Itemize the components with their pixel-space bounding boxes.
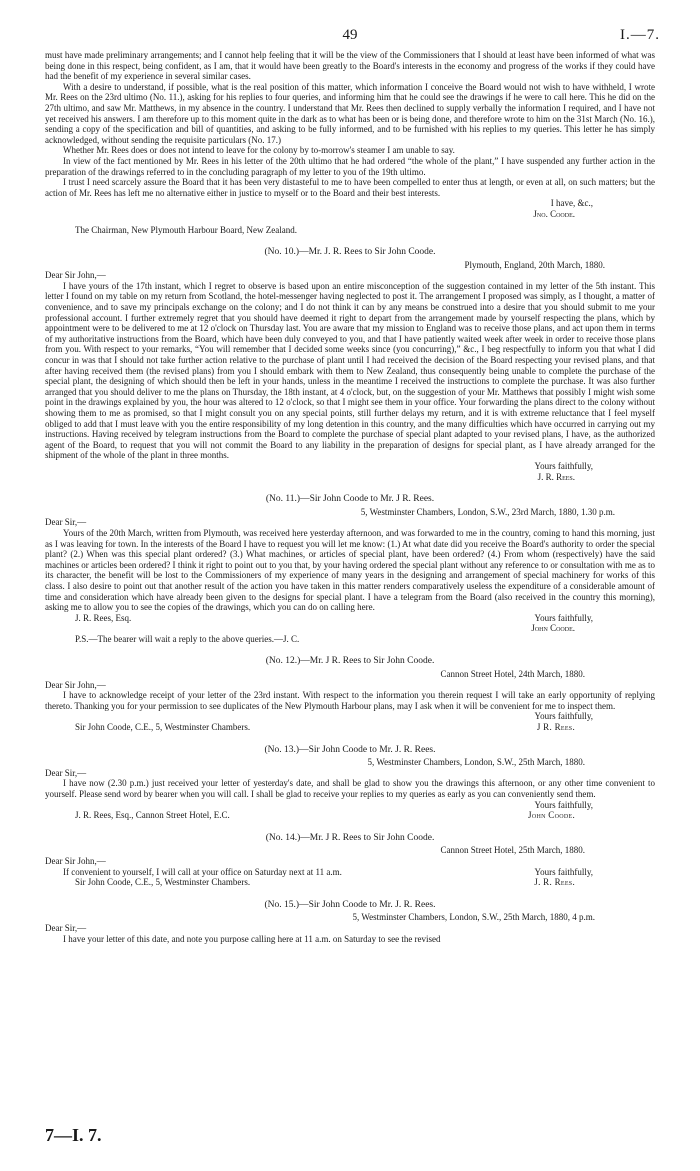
letter-place-date: Plymouth, England, 20th March, 1880.	[464, 259, 605, 270]
document-body	[45, 50, 655, 944]
letter-postscript: P.S.—The bearer will wait a reply to the above queries.—J. C.	[75, 633, 300, 644]
letter-place-date: Cannon Street Hotel, 25th March, 1880.	[440, 845, 585, 856]
letter-place-date: 5, Westminster Chambers, London, S.W., 23rd March, 1880, 1.30 p.m.	[360, 506, 615, 517]
letter-signature: J R. Rees.	[536, 722, 575, 733]
letter-body: I have yours of the 17th instant, which I regret to observe is based upon an entire misconception of the suggestion contained in my letter of the 5th instant. This letter I found on my table on my return from Scotland, the hotel-messenger having neglected to post it. The arrangement I proposed was simply, as I thought, a matter of convenience, and to save my principals exchange on the colony; and I do not think it can by any means be construed into a desire that you should submit to me your professional account. I further extremely regret that you should have deemed it right to depart from the arrangement made by yourself respecting the plans, which by appointment were to be delivered to me at 12 o'clock on Thursday last. You are aware that my mission to England was to receive those plans, and act upon them in terms of my authoritative instructions from the Board, which have been duly conveyed to you, and that I have patiently waited week after week in order to receive those plans from you. With respect to your remarks, “You will remember that I decided some weeks since (you concurring),” &c., I beg respectfully to inform you that what I did concur in was that I should not take further action relative to the purchase of plant until I had received the decision of the Board respecting your revised plans, and that after having received them (the revised plans) from you I should embark with them to New Zealand, thus consequently being unable to complete the purchase of the special plant, the designing of which should then be left in your hands, unless in the meantime I received the instructions to complete the purchase. It was also further arranged that you should deliver to me the plans on Thursday, the 18th instant, at 4 o'clock, but, on the suggestion of your Mr. Matthews that possibly I might wish some point in the drawings explained by you, the hour was altered to 12 o'clock, so that I might see them in your office. Your forwarding the plans direct to the colony without showing them to me as promised, so that I might consult you on any special points, still further delays my return, and it is with extreme reluctance that I feel myself obliged to add that I must leave with you the entire responsibility of my long detention in this country, and the many difficulties which have occurred in carrying out my instructions. Having received by telegram instructions from the Board to complete the purchase of special plant adapted to your revised plans, I have, as the authorized agent of the Board, to request that you will not commit the Board to any liability in the preparation of designs for special plant, as I have already arranged for the shipment of the whole of the plant in three months.	[45, 280, 655, 461]
letter-addressee: Sir John Coode, C.E., 5, Westminster Chambers.	[75, 722, 251, 733]
letter-place-date: 5, Westminster Chambers, London, S.W., 25th March, 1880.	[367, 757, 585, 768]
letter-signature: Jno. Coode.	[533, 208, 575, 219]
letter-signature: J. R. Rees.	[534, 877, 575, 888]
document-reference: I.—7.	[620, 27, 660, 43]
letter-salutation: Dear Sir,—	[45, 517, 87, 528]
letter-header: (No. 12.)—Mr. J R. Rees to Sir John Coode.	[265, 656, 435, 667]
paragraph: Whether Mr. Rees does or does not intend to leave for the colony by to-morrow's steamer I am unable to say.	[63, 145, 455, 156]
paragraph: In view of the fact mentioned by Mr. Rees in his letter of the 20th ultimo that he had ordered “the whole of the plant,” I have suspended any further action in the preparation of the drawings referred to in the concluding paragraph of my letter to you of the 19th ultimo.	[45, 155, 655, 177]
letter-addressee: J. R. Rees, Esq., Cannon Street Hotel, E.C.	[75, 810, 230, 821]
letter-signature: John Coode.	[531, 623, 575, 634]
letter-header: (No. 13.)—Sir John Coode to Mr. J. R. Rees.	[264, 744, 436, 755]
letter-salutation: Dear Sir,—	[45, 922, 87, 933]
letter-body: Yours of the 20th March, written from Plymouth, was received here yesterday afternoon, and was forwarded to me in the country, coming to hand this morning, just as I was leaving for town. In the interests of the Board I have to request you will let me know: (1.) At what date did you receive the Board's authority to order the special plant? (2.) When was this special plant ordered? (3.) What machines, or articles of special plant, have been ordered? (4.) From whom (respectively) have the said machines or articles been ordered? I think it right to point out to you that, by your having ordered the special plant without any reference to or consultation with me as to its character, the benefit will be lost to the Commissioners of my experience of many years in the designing and arrangement of special machinery for works of this class. I also desire to point out that another result of the action you have taken in this matter renders comparatively useless the expenditure of a considerable amount of time and consideration which have already been given to the designs for special plant. I have a telegram from the Board (also received in the country this morning), asking me to allow you to see the copies of the drawings, which you can do on calling here.	[45, 527, 655, 613]
letter-salutation: Dear Sir John,—	[45, 679, 106, 690]
paragraph: With a desire to understand, if possible, what is the real position of this matter, which information I conceive the Board would not wish to have withheld, I wrote Mr. Rees on the 23rd ultimo (No. 11.), asking for his replies to four queries, and informing him that he could see the drawings if he were to call here. This he did on the 27th ultimo, and saw Mr. Matthews, in my absence in the country. I understand that Mr. Rees then declined to supply verbally the information I required, and I have not yet received his answers. I am therefore up to this moment quite in the dark as to what has been or is being done, and therefore wrote to him on the 31st March (No. 16.), sending a copy of the specification and bill of quantities, and asking to be fully informed, and to be furnished with his replies to my queries. This letter he has simply acknowledged, without sending the requisite particulars (No. 17.)	[45, 81, 655, 145]
letter-closing: Yours faithfully,	[534, 711, 593, 722]
signature-mark: 7—I. 7.	[45, 1125, 102, 1145]
letter-place-date: 5, Westminster Chambers, London, S.W., 25th March, 1880, 4 p.m.	[352, 912, 595, 923]
letter-closing: Yours faithfully,	[534, 799, 593, 810]
paragraph: must have made preliminary arrangements; and I cannot help feeling that it will be the view of the Commissioners that I should at least have been informed of what was being done in this respect, being confident, as I am, that it would have been greatly to the Board's interests in the economy and progress of the works if they could have had the benefit of my experience in several similar cases.	[45, 50, 655, 82]
letter-body: I have your letter of this date, and note you purpose calling here at 11 a.m. on Saturday to see the revised	[63, 933, 441, 944]
letter-body: I have now (2.30 p.m.) just received your letter of yesterday's date, and shall be glad to show you the drawings this afternoon, or any other time convenient to yourself. Please send word by bearer when you will call. I shall be glad to receive your replies to my queries as early as you can conveniently send them.	[45, 778, 655, 799]
letter-closing: Yours faithfully,	[534, 612, 593, 623]
letter-closing: Yours faithfully,	[534, 460, 593, 471]
letter-closing: Yours faithfully,	[534, 866, 593, 877]
letter-body: If convenient to yourself, I will call at your office on Saturday next at 11 a.m.	[63, 866, 342, 877]
letter-header: (No. 14.)—Mr. J R. Rees to Sir John Coode.	[265, 832, 435, 843]
paragraph: I trust I need scarcely assure the Board that it has been very distasteful to me to have been compelled to enter thus at length, or even at all, on such matters; but the action of Mr. Rees has left me no alternative either in justice to myself or to the Board and their best interests.	[45, 177, 655, 198]
letter-addressee: J. R. Rees, Esq.	[75, 612, 132, 623]
letter-header: (No. 11.)—Sir John Coode to Mr. J R. Rees.	[265, 494, 435, 505]
letter-salutation: Dear Sir John,—	[45, 270, 106, 281]
letter-salutation: Dear Sir John,—	[45, 855, 106, 866]
page-number: 49	[342, 27, 358, 43]
letter-signature: John Coode.	[528, 810, 575, 821]
letter-header: (No. 15.)—Sir John Coode to Mr. J. R. Rees.	[264, 899, 436, 910]
letter-header: (No. 10.)—Mr. J. R. Rees to Sir John Coode.	[264, 247, 436, 258]
letter-body: I have to acknowledge receipt of your letter of the 23rd instant. With respect to the information you therein request I will take an early opportunity of replying thereto. Thanking you for your permission to see duplicates of the New Plymouth Harbour plans, may I ask when it will be convenient for me to inspect them.	[45, 690, 655, 711]
letter-salutation: Dear Sir,—	[45, 767, 87, 778]
letter-closing: I have, &c.,	[550, 198, 593, 209]
letter-addressee: Sir John Coode, C.E., 5, Westminster Chambers.	[75, 877, 251, 888]
letter-place-date: Cannon Street Hotel, 24th March, 1880.	[440, 669, 585, 680]
letter-addressee: The Chairman, New Plymouth Harbour Board, New Zealand.	[75, 224, 297, 235]
letter-signature: J. R. Rees.	[537, 471, 575, 482]
